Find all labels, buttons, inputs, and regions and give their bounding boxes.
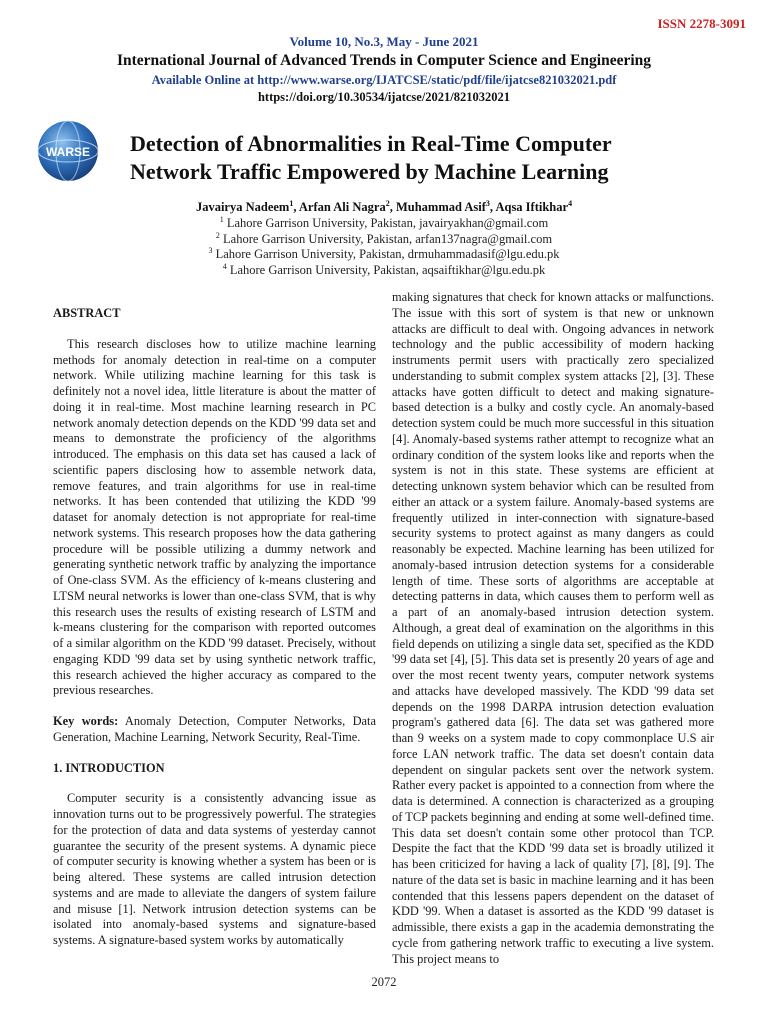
affiliation-text: Lahore Garrison University, Pakistan, drmuhammadasif@lgu.edu.pk xyxy=(212,247,560,262)
affiliation-text: Lahore Garrison University, Pakistan, javairyakhan@gmail.com xyxy=(223,216,549,231)
author-sup: 1 xyxy=(289,199,294,208)
author-sup: 4 xyxy=(568,199,573,208)
doi-link[interactable]: https://doi.org/10.30534/ijatcse/2021/821032021 xyxy=(257,90,511,104)
affiliation-sup: 4 xyxy=(222,262,227,271)
abstract-text: This research discloses how to utilize machine learning methods for anomaly detection in real-time on a computer network. While utilizing machine learning for this task is definitely not a novel idea, little literature is about the matter of doing it in real-time. Most machine learning research in PC network anomaly detection depends on the KDD '99 data set and means to demonstrate the proficiency of the algorithms introduced. The emphasis on this data set has caused a lack of scientific papers disclosing how to assemble network data, remove features, and train algorithms for use in real-time networks. It has been contended that utilizing the KDD '99 dataset for anomaly detection is not appropriate for real-time network systems. This research proposes how the data gathering procedure will be possible utilizing a dummy network and generating synthetic network traffic by analyzing the importance of One-class SVM. As the efficiency of k-means clustering and LTSM neural networks is lower than one-class SVM, that is why this research uses the results of existing research of LSTM and k-means clustering for the comparison with reported outcomes of a similar algorithm on the KDD '99 dataset. Precisely, without engaging KDD '99 data set by using synthetic network traffic, this research achieved the higher accuracy as compared to the previous researches. xyxy=(53,336,376,698)
issn-number: ISSN 2278-3091 xyxy=(657,16,746,31)
author-name: Arfan Ali Nagra xyxy=(298,200,386,215)
right-column-text: making signatures that check for known attacks or malfunctions. The issue with this sort of system is that new or unknown attacks are difficult to deal with. Ongoing advances in network technology and the public accessibility of modern hacking instruments permit users with practically zero specialized understanding to submit complex system attacks [2], [3]. These attacks have gotten difficult to detect and making signature-based detection is a bulky and costly cycle. An anomaly-based detection system could be much more successful in this situation [4]. Anomaly-based systems rather attempt to recognize what an ordinary condition of the system looks like and reports when the system is not in this state. These systems are efficient at detecting unknown system behavior which can be resulted from either an attack or a system failure. Anomaly-based systems are frequently utilized in inter-connection with signature-based security systems to protect against as many dangers as could reasonably be expected. Machine learning has been utilized for anomaly-based intrusion detection systems for a considerable length of time. These sorts of algorithms are acceptable at detecting patterns in data, which causes them to perform well as a part of an anomaly-based intrusion detection system. Although, a great deal of examination on the algorithms in this field depends on utilizing a single data set, specified as the KDD '99 data set [4], [5]. This data set is presently 20 years of age and over the most recent twenty years, computer network systems and attacks have developed massively. The KDD '99 data set depends on the 1998 DARPA intrusion detection evaluation program's gathered data [6]. The data set was gathered more than 9 weeks on a system made to copy commonplace U.S air force LAN network traffic. The data set doesn't contain data dependent on singular packets sent over the network system. Rather every packet is appointed to a connection from where the data is determined. A connection is characterized as a grouping of TCP packets beginning and ending at some well-defined time. This data set doesn't contain some other protocol than TCP. Despite the fact that the KDD '99 data set is broadly utilized it has been criticized for having a lack of quality [7], [8], [9]. The nature of the data set is basic in machine learning and it has been contended that this lessens papers dependent on the dataset of KDD '99. When a dataset is assorted as the KDD '99 dataset is admissible, there exists a gap in the academia demonstrating the cycle from gathering network traffic to executing a live system. This project means to xyxy=(392,290,714,966)
warse-logo xyxy=(36,119,100,183)
affiliation xyxy=(0,262,768,278)
author-sep: , xyxy=(489,200,496,215)
keywords xyxy=(53,714,376,746)
author-sep: , xyxy=(293,200,299,215)
left-column xyxy=(53,306,376,949)
journal-name: International Journal of Advanced Trends in Computer Science and Engineering xyxy=(116,52,652,69)
introduction-heading: 1. INTRODUCTION xyxy=(53,760,165,775)
available-online-link[interactable]: Available Online at http://www.warse.org/IJATCSE/static/pdf/file/ijatcse821032021.pdf xyxy=(151,73,617,87)
affiliation-sup: 2 xyxy=(215,231,220,240)
author-sup: 2 xyxy=(385,199,390,208)
keywords-text: Anomaly Detection, Computer Networks, Data Generation, Machine Learning, Network Security, Real-Time. xyxy=(53,714,376,744)
page-number: 2072 xyxy=(371,975,397,989)
author-sep: , xyxy=(389,200,396,215)
introduction-text: Computer security is a consistently advancing issue as innovation turns out to be progressively powerful. The strategies for the protection of data and data systems of yesterday cannot guarantee the security of the present systems. A dynamic piece of computer security is knowing whether a system has been or is being altered. These systems are called intrusion detection systems and are made to alleviate the dangers of system failure and misuse [1]. Network intrusion detection systems can be isolated into anomaly-based systems and signature-based systems. A signature-based system works by automatically xyxy=(53,791,376,947)
title-line-2: Network Traffic Empowered by Machine Learning xyxy=(130,159,609,184)
affiliation xyxy=(0,215,768,231)
title-line-1: Detection of Abnormalities in Real-Time Computer xyxy=(130,131,612,156)
author-sup: 3 xyxy=(485,199,490,208)
abstract-heading: ABSTRACT xyxy=(53,306,121,320)
logo-text: WARSE xyxy=(45,145,91,159)
right-column xyxy=(392,290,714,967)
keywords-label: Key words: xyxy=(53,714,119,728)
affiliation-text: Lahore Garrison University, Pakistan, aqsaiftikhar@lgu.edu.pk xyxy=(226,263,546,278)
affiliation-sup: 3 xyxy=(208,246,213,255)
affiliation-text: Lahore Garrison University, Pakistan, arfan137nagra@gmail.com xyxy=(219,232,553,247)
author-name: Aqsa Iftikhar xyxy=(495,200,569,215)
author-name: Muhammad Asif xyxy=(395,200,486,215)
author-list xyxy=(0,199,768,215)
affiliation xyxy=(0,246,768,262)
affiliation-sup: 1 xyxy=(219,215,224,224)
affiliation xyxy=(0,231,768,247)
volume-info: Volume 10, No.3, May - June 2021 xyxy=(289,34,479,49)
paper-title xyxy=(130,130,730,186)
author-name: Javairya Nadeem xyxy=(195,200,290,215)
